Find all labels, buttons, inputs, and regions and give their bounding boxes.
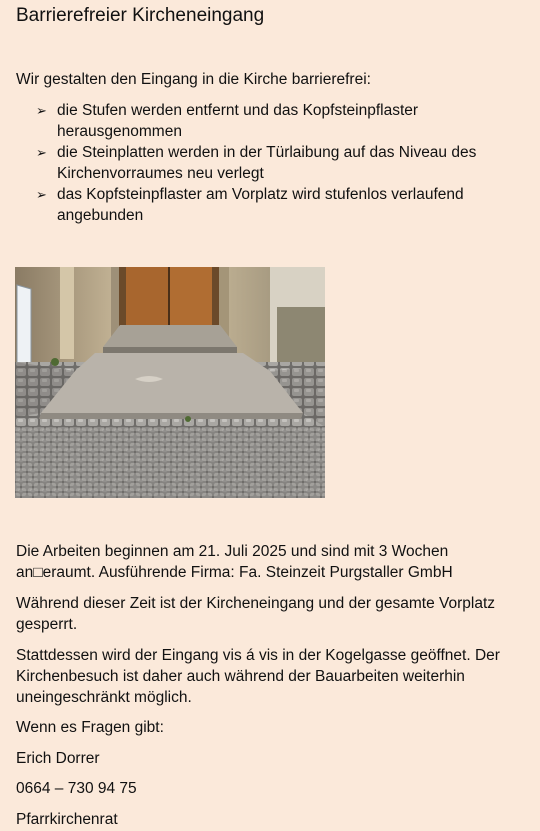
church-entrance-photo bbox=[15, 267, 325, 498]
works-schedule-line1: Die Arbeiten beginnen am 21. Juli 2025 und sind mit 3 Wochen bbox=[16, 543, 449, 560]
list-item-text: die Stufen werden entfernt und das Kopfsteinpflaster herausgenommen bbox=[57, 102, 419, 140]
arrow-bullet-icon: ➢ bbox=[36, 145, 47, 160]
list-item bbox=[36, 100, 516, 142]
list-item bbox=[36, 142, 516, 184]
page-title: Barrierefreier Kircheneingang bbox=[16, 5, 265, 26]
list-item-text: die Steinplatten werden in der Türlaibung auf das Niveau des Kirchenvorraumes neu verlegt bbox=[57, 144, 477, 182]
list-item bbox=[36, 184, 516, 226]
works-schedule-line2: an□eraumt. Ausführende Firma: Fa. Steinzeit Purgstaller GmbH bbox=[16, 564, 453, 581]
work-list bbox=[36, 100, 516, 226]
questions-label: Wenn es Fragen gibt: bbox=[16, 719, 164, 736]
alternative-entrance-notice: Stattdessen wird der Eingang vis á vis in der Kogelgasse geöffnet. Der Kirchenbesuch ist daher auch während der Bauarbeiten weiterhin uneingeschränkt möglich. bbox=[16, 647, 500, 706]
closure-notice: Während dieser Zeit ist der Kircheneingang und der gesamte Vorplatz gesperrt. bbox=[16, 595, 496, 633]
signature: Pfarrkirchenrat bbox=[16, 811, 118, 828]
intro-text: Wir gestalten den Eingang in die Kirche barrierefrei: bbox=[16, 71, 371, 88]
contact-name: Erich Dorrer bbox=[16, 750, 100, 767]
arrow-bullet-icon: ➢ bbox=[36, 103, 47, 118]
arrow-bullet-icon: ➢ bbox=[36, 187, 47, 202]
contact-phone: 0664 – 730 94 75 bbox=[16, 780, 137, 797]
list-item-text: das Kopfsteinpflaster am Vorplatz wird stufenlos verlaufend angebunden bbox=[57, 186, 464, 224]
